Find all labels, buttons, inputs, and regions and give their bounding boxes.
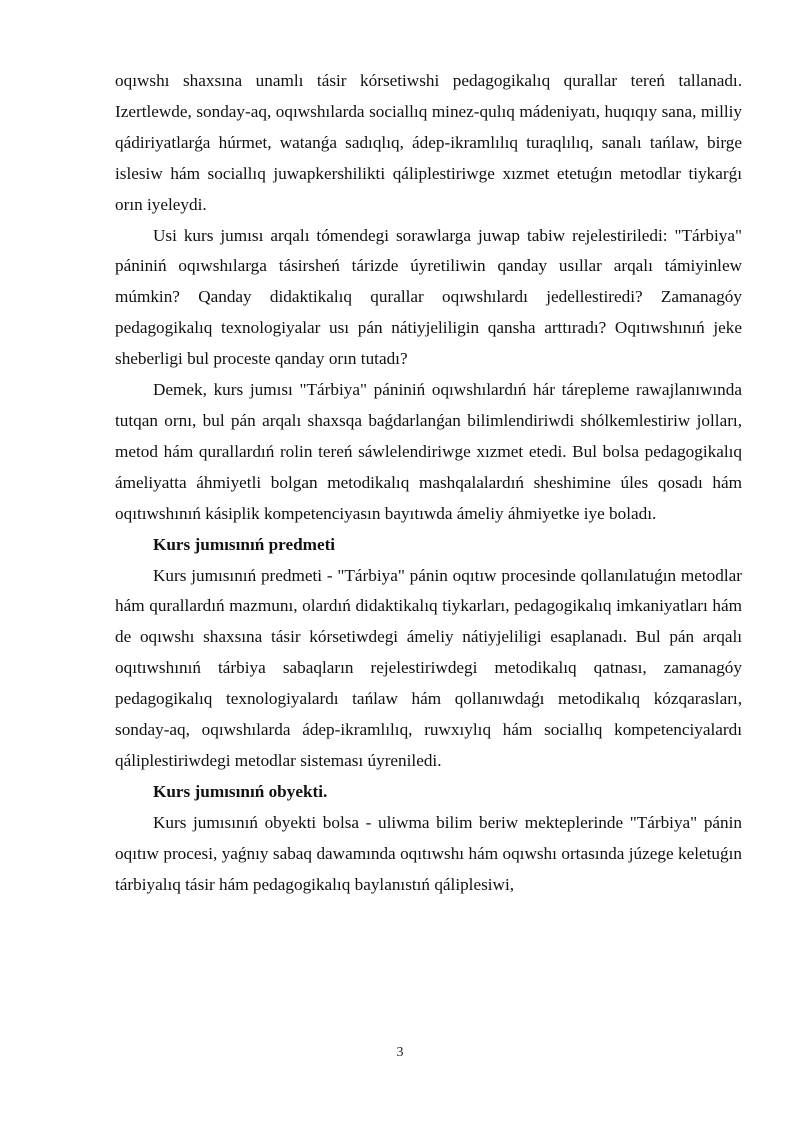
page-number: 3 [396,1045,404,1060]
paragraph-continuation: oqıwshı shaxsına unamlı tásir kórsetiwshi pedagogikalıq qurallar tereń tallanadı. Izertlewde, sonday-aq, oqıwshılarda sociallıq minez-qulıq mádeniyatı, huqıqıy sana, milliy qádiriyatlarǵa húrmet, watanǵa sadıqlıq, ádep-ikramlılıq turaqlılıq, sanalı tańlaw, birge islesiw hám sociallıq juwapkershilikti qáliplestiriwge xızmet etetuǵın metodlar tiykarǵı orın iyeleydi. [115,71,742,214]
document-page [115,66,742,900]
heading-subject: Kurs jumısınıń predmeti [153,534,336,554]
paragraph-object: Kurs jumısınıń obyekti bolsa - uliwma bilim beriw mekteplerinde "Tárbiya" pánin oqıtıw procesi, yaǵnıy sabaq dawamında oqıtıwshı hám oqıwshı ortasında júzege keletuǵın tárbiyalıq tásir hám pedagogikalıq baylanıstıń qáliplesiwi, [115,812,742,894]
paragraph-research-questions: Usi kurs jumısı arqalı tómendegi sorawlarga juwap tabiw rejelestiriledi: "Tárbiya" pániniń oqıwshılarga tásirsheń tárizde úyretiliwin qanday usıllar arqalı támiyinlew múmkin? Qanday didaktikalıq qurallar oqıwshılardı jedellestiredi? Zamanagóy pedagogikalıq texnologiyalar usı pán nátiyjeliligin qansha arttıradı? Oqıtıwshınıń jeke sheberligi bul proceste qanday orın tutadı? [115,225,742,369]
heading-object: Kurs jumısınıń obyekti. [153,781,328,801]
paragraph-conclusion: Demek, kurs jumısı "Tárbiya" pániniń oqıwshılardıń hár tárepleme rawajlanıwında tutqan ornı, bul pán arqalı shaxsqa baǵdarlanǵan bilimlendiriwdi shólkemlestiriw jolları, metod hám qurallardıń rolin tereń sáwlelendiriwge xızmet etedi. Bul bolsa pedagogikalıq ámeliyatta áhmiyetli bolgan metodikalıq mashqalalardıń sheshimine úles qosadı hám oqıtıwshınıń kásiplik kompetenciyasın bayıtıwda ámeliy áhmiyetke iye boladı. [115,380,742,523]
paragraph-subject: Kurs jumısınıń predmeti - "Tárbiya" pánin oqıtıw procesinde qollanılatuǵın metodlar hám qurallardıń mazmunı, olardıń didaktikalıq tiykarları, pedagogikalıq imkaniyatları hám de oqıwshı shaxsına tásir kórsetiwdegi ámeliy nátiyjeliligi esaplanadı. Bul pán arqalı oqıtıwshınıń tárbiya sabaqların rejelestiriwdegi metodikalıq qatnası, zamanagóy pedagogikalıq texnologiyalardı tańlaw hám qollanıwdaǵı metodikalıq kózqarasları, sonday-aq, oqıwshılarda ádep-ikramlılıq, ruwxıylıq hám sociallıq kompetenciyalardı qáliplestiriwdegi metodlar sisteması úyreniledi. [115,565,742,770]
